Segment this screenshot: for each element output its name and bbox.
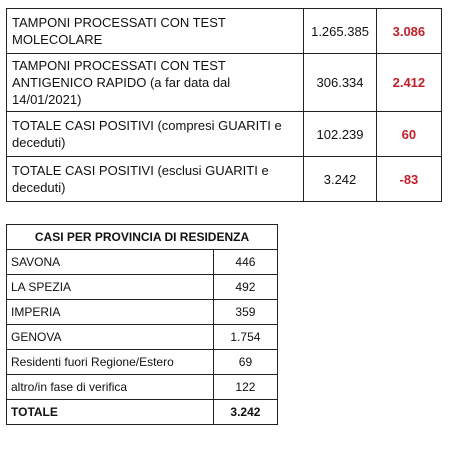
province-name: LA SPEZIA	[7, 275, 214, 300]
table-row	[7, 350, 278, 375]
table-header-row	[7, 225, 278, 250]
table-row	[7, 325, 278, 350]
row-value: 3.242	[304, 157, 377, 202]
row-value: 102.239	[304, 112, 377, 157]
province-table-title: CASI PER PROVINCIA DI RESIDENZA	[7, 225, 278, 250]
total-row	[7, 400, 278, 425]
total-label: TOTALE	[7, 400, 214, 425]
row-delta: 60	[376, 112, 441, 157]
province-value: 1.754	[213, 325, 277, 350]
row-delta: -83	[376, 157, 441, 202]
province-value: 492	[213, 275, 277, 300]
table-row	[7, 375, 278, 400]
province-value: 69	[213, 350, 277, 375]
table-row	[7, 112, 442, 157]
total-value: 3.242	[213, 400, 277, 425]
tests-table	[6, 8, 442, 202]
province-name: GENOVA	[7, 325, 214, 350]
row-label: TAMPONI PROCESSATI CON TEST ANTIGENICO RAPIDO (a far data dal 14/01/2021)	[7, 54, 304, 112]
province-name: Residenti fuori Regione/Estero	[7, 350, 214, 375]
province-value: 446	[213, 250, 277, 275]
row-value: 1.265.385	[311, 23, 369, 39]
row-label: TAMPONI PROCESSATI CON TEST MOLECOLARE	[7, 9, 304, 54]
table-row	[7, 250, 278, 275]
table-row	[7, 157, 442, 202]
province-value: 359	[213, 300, 277, 325]
province-value: 122	[213, 375, 277, 400]
row-value: 306.334	[304, 54, 377, 112]
province-table	[6, 224, 278, 425]
row-delta: 3.086	[376, 9, 441, 54]
province-name: altro/in fase di verifica	[7, 375, 214, 400]
row-label: TOTALE CASI POSITIVI (compresi GUARITI e deceduti)	[7, 112, 304, 157]
table-row	[7, 300, 278, 325]
table-row	[7, 275, 278, 300]
table-row	[7, 54, 442, 112]
province-name: IMPERIA	[7, 300, 214, 325]
table-row	[7, 9, 442, 54]
province-name: SAVONA	[7, 250, 214, 275]
row-delta: 2.412	[376, 54, 441, 112]
row-label: TOTALE CASI POSITIVI (esclusi GUARITI e deceduti)	[7, 157, 304, 202]
